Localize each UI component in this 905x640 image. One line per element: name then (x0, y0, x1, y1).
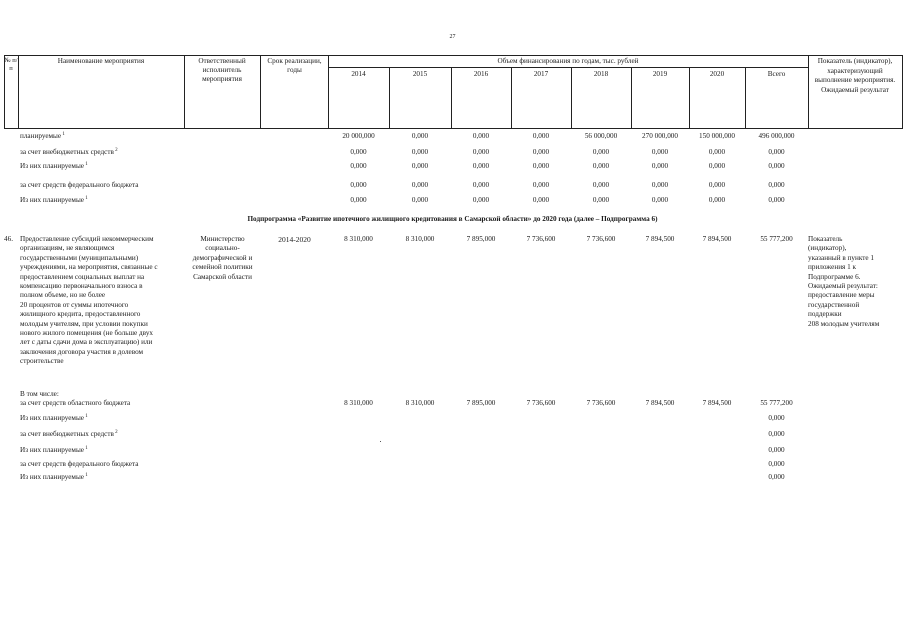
amount-cell: 0,000 (350, 162, 367, 170)
funding-row-label (20, 132, 65, 141)
item46-name-line: организациям, не являющимся (20, 244, 115, 253)
footnote-marker: 1 (83, 162, 88, 167)
funding-row-label-text: Из них планируемые (20, 162, 84, 170)
amount-cell: 7 895,000 (466, 235, 496, 243)
amount-cell: 0,000 (768, 148, 785, 156)
amount-cell: 150 000,000 (699, 132, 735, 140)
amount-cell: 8 310,000 (405, 235, 435, 243)
amount-cell: 0,000 (472, 148, 490, 156)
item46-responsible-line: семейной политики (192, 263, 253, 272)
item46-name-line: заключения договора участия в долевом (20, 347, 144, 356)
footnote-marker: 1 (83, 473, 88, 478)
amount-cell: 0,000 (592, 196, 610, 204)
amount-cell: 0,000 (350, 181, 367, 189)
amount-cell: 0,000 (708, 196, 726, 204)
funding-row-label (20, 148, 118, 157)
item46-name-line: молодым учителям, при условии покупки (20, 319, 148, 328)
item46-indicator-line: Показатель (808, 235, 843, 243)
footnote-marker: 1 (61, 132, 65, 137)
amount-cell: 0,000 (532, 132, 550, 140)
funding-row-label-text: за счет средств федерального бюджета (20, 460, 139, 468)
item46-indicator-line: (индикатор), (808, 244, 847, 253)
amount-cell: 0,000 (411, 196, 429, 204)
funding-row-label (20, 162, 88, 171)
funding-row-label-text: за счет внебюджетных средств (20, 148, 114, 156)
subprogram-title: Подпрограмма «Развитие ипотечного жилищного кредитования в Самарской области» до 2020 года (далее – Подпрограмма 6) (247, 215, 658, 223)
footnote-marker: 1 (83, 446, 88, 451)
col-border (328, 55, 329, 129)
funding-row-label (20, 399, 130, 408)
table-top-border (4, 55, 903, 56)
amount-cell: 0,000 (708, 162, 726, 170)
item46-indicator-line: предоставление меры (808, 291, 875, 300)
amount-cell: 0,000 (472, 181, 490, 189)
amount-cell: 7 736,600 (526, 235, 556, 243)
bottom-intro: В том числе: (20, 390, 59, 398)
amount-cell: 0,000 (768, 460, 785, 468)
year-header: 2016 (473, 70, 489, 78)
amount-cell: 0,000 (411, 132, 429, 140)
amount-cell: 0,000 (708, 148, 726, 156)
item46-num: 46. (4, 235, 13, 243)
funding-row-label (20, 196, 88, 205)
amount-cell: 0,000 (472, 162, 490, 170)
item46-responsible-line: социально- (205, 244, 240, 253)
funding-row-label-text: Из них планируемые (20, 473, 84, 481)
item46-responsible-line: Самарской области (193, 272, 252, 281)
item46-name-line: 20 процентов от суммы ипотечного (20, 300, 129, 309)
amount-cell: 0,000 (651, 162, 669, 170)
amount-cell: 0,000 (411, 181, 429, 189)
funding-row-label (20, 430, 118, 439)
amount-cell: 0,000 (708, 181, 726, 189)
page-number: 27 (449, 34, 456, 40)
funding-row-label (20, 473, 88, 482)
header-indicator: Показатель (индикатор), характеризующий выполнение мероприятия. Ожидаемый результат (814, 57, 896, 94)
amount-cell: 270 000,000 (642, 132, 678, 140)
header-funding: Объем финансирования по годам, тыс. рублей (497, 57, 639, 65)
amount-cell: 0,000 (592, 181, 610, 189)
header-bottom-border (4, 128, 903, 129)
item46-name-line: государственными (муниципальными) (20, 253, 139, 262)
item46-responsible-line: демографической и (192, 253, 253, 262)
amount-cell: 0,000 (768, 473, 785, 481)
amount-cell: 0,000 (768, 162, 785, 170)
col-border (902, 55, 903, 129)
header-responsible: Ответственный исполнитель мероприятия (198, 57, 246, 83)
item46-name-line: жилищного кредита, предоставленного (20, 310, 141, 319)
amount-cell: 0,000 (768, 430, 785, 438)
amount-cell: 0,000 (651, 181, 669, 189)
amount-cell: 7 894,500 (702, 235, 732, 243)
funding-row-label (20, 414, 88, 423)
item46-indicator-line: приложения 1 к (808, 263, 857, 272)
funding-row-label (20, 181, 138, 190)
item46-name-line: компенсацию первоначального взноса в (20, 282, 143, 290)
item46-name-line: лет с даты сдачи дома в эксплуатацию) или (20, 338, 153, 347)
funding-row-label-text: Из них планируемые (20, 414, 84, 422)
item46-name-line: Предоставление субсидий некоммерческим (20, 235, 154, 243)
col-border (184, 55, 185, 129)
amount-cell: 56 000,000 (584, 132, 618, 140)
amount-cell: 7 736,600 (526, 399, 556, 407)
year-header: 2019 (652, 70, 668, 78)
year-header: 2014 (351, 70, 366, 78)
item46-name-line: строительстве (20, 357, 64, 366)
footnote-marker: 2 (113, 430, 118, 435)
item46-indicator-line: указанный в пункте 1 (808, 253, 874, 262)
amount-cell: 8 310,000 (344, 399, 373, 407)
amount-cell: 0,000 (472, 196, 490, 204)
amount-cell: 8 310,000 (344, 235, 373, 243)
funding-row-label-text: за счет средств федерального бюджета (20, 181, 139, 189)
item46-indicator-line: 208 молодым учителям (808, 319, 880, 328)
item46-indicator-line: государственной (808, 300, 860, 309)
amount-cell: 7 736,600 (586, 399, 616, 407)
amount-cell: 0,000 (532, 181, 550, 189)
funding-row-label-text: Из них планируемые (20, 196, 84, 204)
item46-name-line: полном объеме, но не более (20, 291, 106, 300)
amount-cell: 0,000 (592, 162, 610, 170)
year-header: 2018 (593, 70, 609, 78)
funding-row-label-text: Из них планируемые (20, 446, 84, 454)
amount-cell: 7 736,600 (586, 235, 616, 243)
item46-name-line: предоставлением социальных выплат на (20, 272, 145, 281)
amount-cell: 20 000,000 (342, 132, 375, 140)
footnote-marker: 2 (113, 148, 118, 153)
funding-row-label-text: за счет внебюджетных средств (20, 430, 114, 438)
amount-cell: 0,000 (350, 196, 367, 204)
funding-row-label-text: за счет средств областного бюджета (20, 399, 131, 407)
amount-cell: 0,000 (768, 414, 785, 422)
amount-cell: 0,000 (768, 181, 785, 189)
item46-indicator-line: поддержки (808, 310, 842, 319)
amount-cell: 8 310,000 (405, 399, 435, 407)
item46-name-line: учреждениями, на мероприятия, связанные с (20, 263, 158, 272)
amount-cell: 0,000 (532, 162, 550, 170)
footnote-marker: 1 (83, 196, 88, 201)
footnote-marker: 1 (83, 414, 88, 419)
amount-cell: 0,000 (411, 162, 429, 170)
amount-cell: 0,000 (532, 196, 550, 204)
funding-row-label-text: планируемые (20, 132, 62, 140)
amount-cell: 0,000 (768, 196, 785, 204)
amount-cell: 0,000 (532, 148, 550, 156)
year-header: Всего (767, 70, 786, 78)
amount-cell: 0,000 (651, 196, 669, 204)
amount-cell: 55 777,200 (760, 399, 793, 407)
amount-cell: 7 894,500 (702, 399, 732, 407)
amount-cell: 0,000 (651, 148, 669, 156)
item46-responsible-line: Министерство (200, 235, 245, 243)
scan-speck (380, 441, 381, 442)
col-border (18, 55, 19, 129)
amount-cell: 0,000 (411, 148, 429, 156)
amount-cell: 7 894,500 (645, 235, 675, 243)
funding-row-label (20, 446, 88, 455)
item46-indicator-line: Подпрограмме 6. (808, 272, 861, 281)
funding-subheader-border (328, 67, 808, 68)
item46-indicator-line: Ожидаемый результат: (808, 282, 878, 290)
year-header: 2017 (533, 70, 549, 78)
amount-cell: 7 894,500 (645, 399, 675, 407)
year-header: 2020 (709, 70, 725, 78)
header-period: Срок реализации, годы (267, 57, 322, 74)
amount-cell: 55 777,200 (760, 235, 793, 243)
amount-cell: 496 000,000 (758, 132, 795, 140)
header-num: № п/п (4, 57, 18, 72)
amount-cell: 0,000 (472, 132, 490, 140)
amount-cell: 7 895,000 (466, 399, 496, 407)
amount-cell: 0,000 (768, 446, 785, 454)
col-border (808, 55, 809, 129)
amount-cell: 0,000 (350, 148, 367, 156)
item46-period: 2014-2020 (278, 235, 311, 244)
header-name: Наименование мероприятия (57, 57, 145, 65)
funding-row-label (20, 460, 138, 469)
year-header: 2015 (412, 70, 428, 78)
item46-name-line: нового жилого помещения (не больше двух (20, 329, 154, 337)
amount-cell: 0,000 (592, 148, 610, 156)
